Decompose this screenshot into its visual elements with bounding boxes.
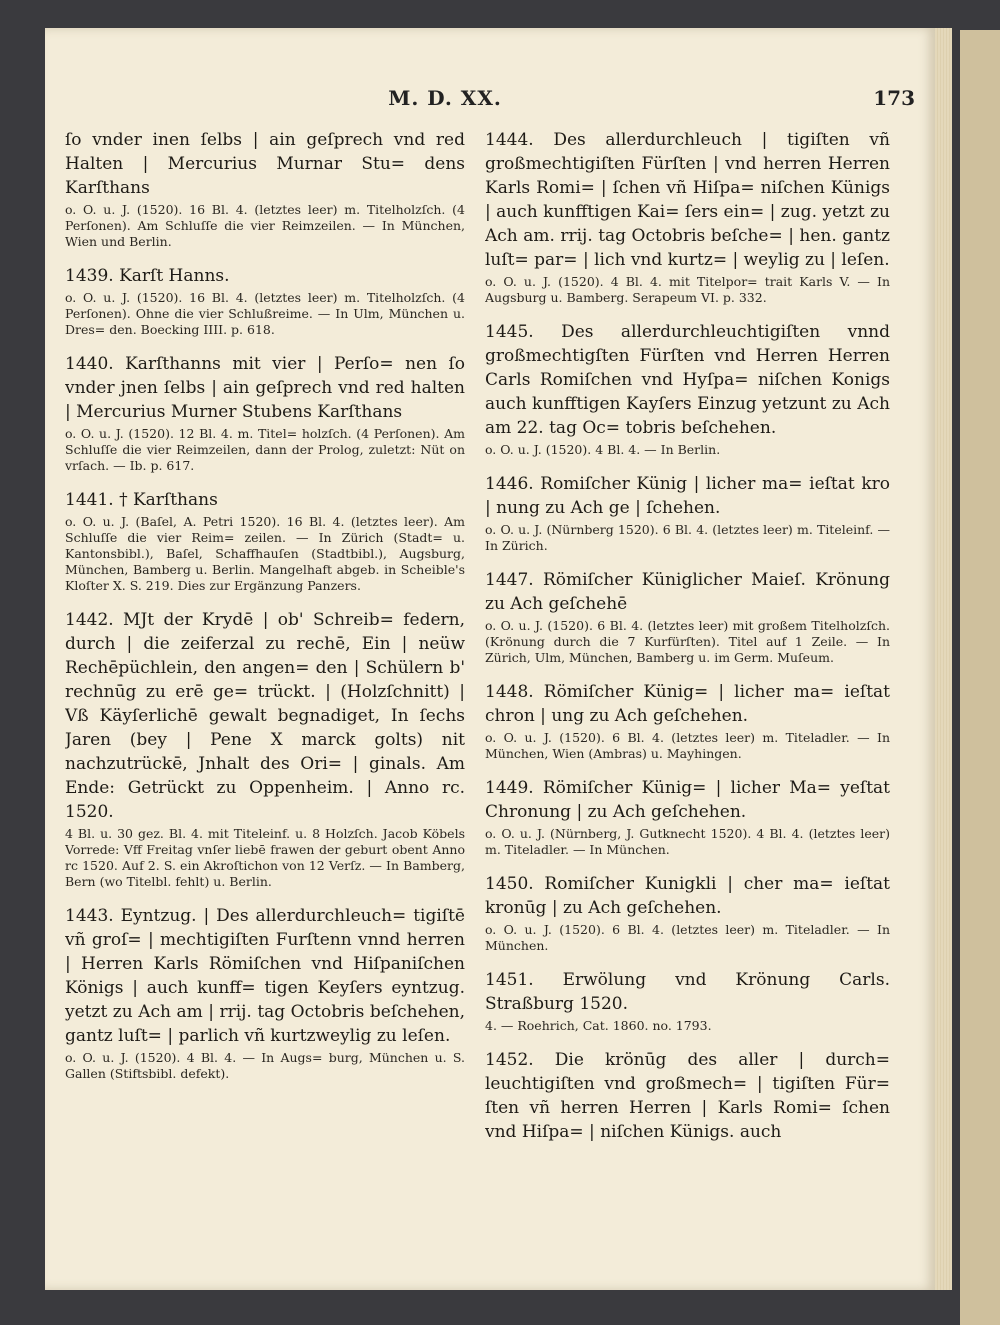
entry-note: o. O. u. J. (Nürnberg, J. Gutknecht 1520). 4 Bl. 4. (letztes leer) m. Titeladler. — In München. (485, 826, 890, 857)
entry (485, 680, 890, 762)
entry-title: 1439. Karſt Hanns. (65, 266, 230, 286)
running-header (45, 86, 935, 116)
entry-title: 1447. Römiſcher Küniglicher Maieſ. Krönung zu Ach geſchehē (485, 570, 890, 614)
left-column (65, 128, 465, 1238)
entry-note: o. O. u. J. (Nürnberg 1520). 6 Bl. 4. (letztes leer) m. Titeleinf. — In Zürich. (485, 522, 890, 553)
entry-title: 1449. Römiſcher Künig= | licher Ma= yeſtat Chronung | zu Ach geſchehen. (485, 778, 890, 822)
entry-title: 1443. Eyntzug. | Des allerdurchleuch= tigiſtē vñ groſ= | mechtigiſten Furſtenn vnnd herren | Herren Karls Römiſchen vnd Hiſpaniſchen Königs | auch kunff= tigen Keyſers eyntzug. yetzt zu Ach am | rrij. tag Octobris beſchehen, gantz luſt= | parlich vñ kurtzweylig zu leſen. (65, 906, 465, 1046)
page-number: 173 (873, 86, 915, 110)
entry-note: 4 Bl. u. 30 gez. Bl. 4. mit Titeleinf. u. 8 Holzſch. Jacob Köbels Vorrede: Vff Freitag vnſer liebē frawen der geburt obent Anno rc 1520. Auf 2. S. ein Akroſtichon von 12 Verſz. — In Bamberg, Bern (wo Titelbl. fehlt) u. Berlin. (65, 826, 465, 889)
entry-note: o. O. u. J. (1520). 4 Bl. 4. — In Augs= burg, München u. S. Gallen (Stiftsbibl. defekt). (65, 1050, 465, 1081)
entry (485, 568, 890, 666)
entry-note: o. O. u. J. (1520). 6 Bl. 4. (letztes leer) mit großem Titelholzſch. (Krönung durch die 7 Kurfürſten). Titel auf 1 Zeile. — In Zürich, Ulm, München, Bamberg u. im Germ. Muſeum. (485, 618, 890, 665)
entry-note: o. O. u. J. (1520). 4 Bl. 4. — In Berlin. (485, 442, 721, 457)
entry (485, 776, 890, 858)
entry (485, 320, 890, 458)
entry (65, 904, 465, 1082)
entry (485, 128, 890, 306)
entry (485, 968, 890, 1034)
entry-title: 1445. Des allerdurchleuchtigiſten vnnd großmechtigſten Fürſten vnd Herren Herren Carls Romiſchen vnd Hyſpa= niſchen Konigs auch kunfftigen Kayſers Einzug yetzunt zu Ach am 22. tag Oc= tobris beſchehen. (485, 322, 890, 438)
entry-title: 1450. Romiſcher Kunigkli | cher ma= ieſtat kronūg | zu Ach geſchehen. (485, 874, 890, 918)
entry-title: 1440. Karſthanns mit vier | Perſo= nen ſo vnder jnen ſelbs | ain geſprech vnd red halten | Mercurius Murner Stubens Karſthans (65, 354, 465, 422)
entry-title: 1446. Romiſcher Künig | licher ma= ieſtat kro | nung zu Ach ge | ſchehen. (485, 474, 890, 518)
entry-title: 1442. MJt der Krydē | ob' Schreib= federn, durch | die zeiferzal zu rechē, Ein | neüw Rechēpüchlein, den angen= den | Schülern b' rechnūg zu erē ge= trückt. | (Holzſchnitt) | Vß Käyſerlichē gewalt begnadiget, In ſechs Jaren (bey | Pene X marck golts) nit nachzutrückē, Jnhalt des Ori= | ginals. Am Ende: Getrückt zu Oppenheim. | Anno rc. 1520. (65, 610, 465, 822)
entry-title: 1441. † Karſthans (65, 490, 218, 510)
entry-title: 1448. Römiſcher Künig= | licher ma= ieſtat chron | ung zu Ach geſchehen. (485, 682, 890, 726)
entry-note: o. O. u. J. (1520). 6 Bl. 4. (letztes leer) m. Titeladler. — In München. (485, 922, 890, 953)
entry (485, 472, 890, 554)
entry-note: o. O. u. J. (1520). 12 Bl. 4. m. Titel= holzſch. (4 Perſonen). Am Schluſſe die vier Reimzeilen, dann der Prolog, zuletzt: Nüt on vrſach. — Ib. p. 617. (65, 426, 465, 473)
entry-note: o. O. u. J. (Baſel, A. Petri 1520). 16 Bl. 4. (letztes leer). Am Schluſſe die vier Reim= zeilen. — In Zürich (Stadt= u. Kantonsbibl.), Baſel, Schaffhauſen (Stadtbibl.), Augsburg, München, Bamberg u. Berlin. Mangelhaft abgeb. in Scheible's Kloſter X. S. 219. Dies zur Ergänzung Panzers. (65, 514, 465, 593)
entry-note: o. O. u. J. (1520). 16 Bl. 4. (letztes leer) m. Titelholzſch. (4 Perſonen). Ohne die vier Schlußreime. — In Ulm, München u. Dres= den. Boecking IIII. p. 618. (65, 290, 465, 337)
book-page (45, 28, 935, 1290)
entry-title: 1452. Die krönūg des aller | durch= leuchtigiſten vnd großmech= | tigiſten Für= ſten vñ herren Herren | Karls Romi= ſchen vnd Hiſpa= | niſchen Künigs. auch (485, 1050, 890, 1142)
entry (485, 872, 890, 954)
book-edge (960, 30, 1000, 1325)
entry-note: o. O. u. J. (1520). 6 Bl. 4. (letztes leer) m. Titeladler. — In München, Wien (Ambras) u. Mayhingen. (485, 730, 890, 761)
entry-title: 1444. Des allerdurchleuch | tigiſten vñ großmechtigiſten Fürſten | vnd herren Herren Karls Romi= | ſchen vñ Hiſpa= niſchen Künigs | auch kunfftigen Kai= ſers ein= | zug. yetzt zu Ach am. rrij. tag Octobris beſche= | hen. gantz luſt= par= | lich vnd kurtz= | weylig zu | leſen. (485, 130, 890, 270)
entry-title: 1451. Erwölung vnd Krönung Carls. Straßburg 1520. (485, 970, 890, 1014)
entry (65, 352, 465, 474)
entry (485, 1048, 890, 1144)
entry-title: ſo vnder inen ſelbs | ain geſprech vnd red Halten | Mercurius Murnar Stu= dens Karſthans (65, 130, 465, 198)
running-title: M. D. XX. (388, 86, 502, 110)
entry (65, 488, 465, 594)
entry (65, 264, 465, 338)
right-column (485, 128, 890, 1238)
entry-note: o. O. u. J. (1520). 4 Bl. 4. mit Titelpor= trait Karls V. — In Augsburg u. Bamberg. Serapeum VI. p. 332. (485, 274, 890, 305)
entry-note: 4. — Roehrich, Cat. 1860. no. 1793. (485, 1018, 712, 1033)
entry (65, 608, 465, 890)
entry-note: o. O. u. J. (1520). 16 Bl. 4. (letztes leer) m. Titelholzſch. (4 Perſonen). Am Schluſſe die vier Reimzeilen. — In München, Wien und Berlin. (65, 202, 465, 249)
entry (65, 128, 465, 250)
